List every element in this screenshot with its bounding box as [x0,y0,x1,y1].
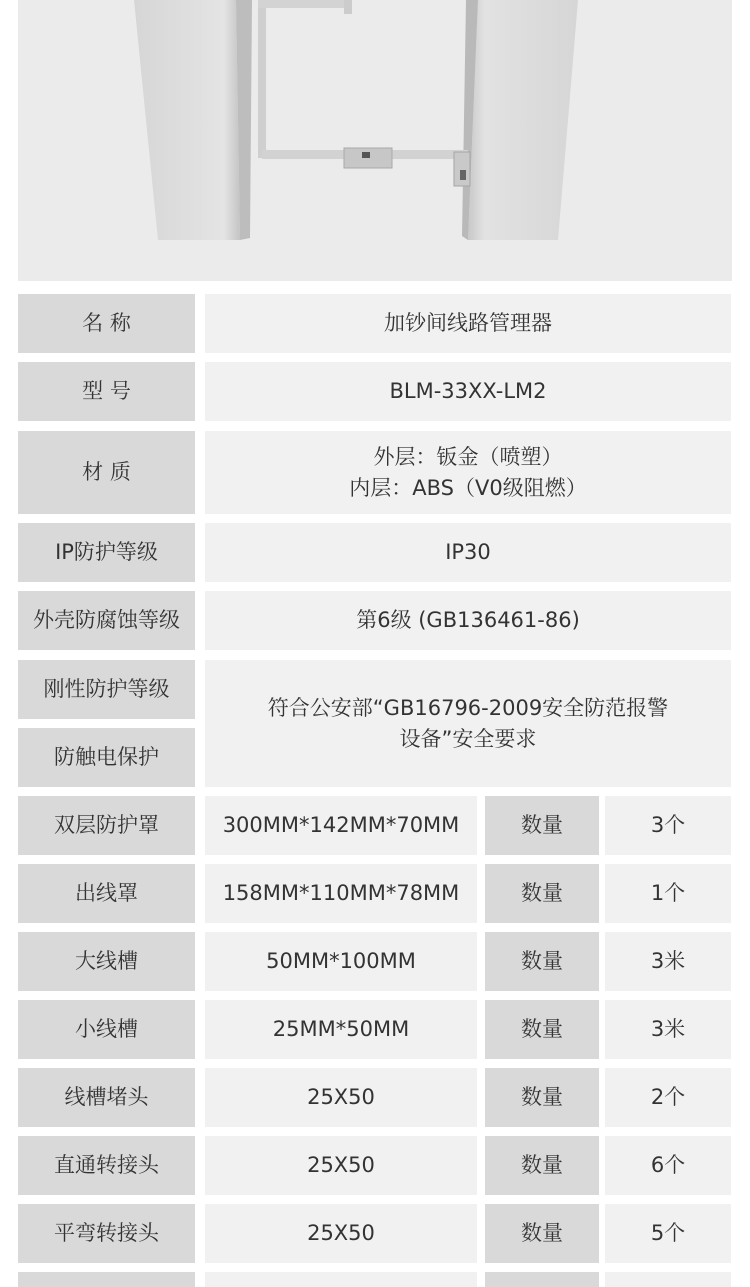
qty-value-cell [605,1272,731,1287]
part-size: 25MM*50MM [205,1000,477,1059]
qty-value: 3米 [605,932,731,991]
qty-value: 2个 [605,1068,731,1127]
material-label: 材 质 [18,431,195,514]
part-size: 50MM*100MM [205,932,477,991]
part-name: 平弯转接头 [18,1204,195,1263]
corrosion-value: 第6级 (GB136461-86) [205,591,731,650]
part-name: 双层防护罩 [18,796,195,855]
standard-value [205,660,731,787]
qty-value: 3米 [605,1000,731,1059]
material-outer-line: 外层：钣金（喷塑） [373,445,563,470]
model-label: 型 号 [18,362,195,421]
model-value: BLM-33XX-LM2 [205,362,731,421]
ip-label: IP防护等级 [18,523,195,582]
qty-label-cell [485,1272,599,1287]
qty-label: 数量 [485,932,599,991]
part-name: 大线槽 [18,932,195,991]
part-size: 300MM*142MM*70MM [205,796,477,855]
material-value [205,431,731,514]
qty-label: 数量 [485,1136,599,1195]
part-name: 线槽堵头 [18,1068,195,1127]
ip-value: IP30 [205,523,731,582]
standard-line-2: 设备”安全要求 [399,726,537,751]
part-size-cell [205,1272,477,1287]
shock-protection-label: 防触电保护 [18,728,195,787]
qty-value: 5个 [605,1204,731,1263]
qty-label: 数量 [485,864,599,923]
part-size: 158MM*110MM*78MM [205,864,477,923]
product-photo [18,0,732,281]
qty-value: 3个 [605,796,731,855]
part-size: 25X50 [205,1068,477,1127]
standard-line-1: 符合公安部“GB16796-2009安全防范报警 [267,696,669,721]
qty-label: 数量 [485,796,599,855]
qty-value: 6个 [605,1136,731,1195]
qty-value: 1个 [605,864,731,923]
part-name: 直通转接头 [18,1136,195,1195]
part-name: 出线罩 [18,864,195,923]
part-name: 小线槽 [18,1000,195,1059]
name-label: 名 称 [18,294,195,353]
rigidity-label: 刚性防护等级 [18,660,195,719]
name-value: 加钞间线路管理器 [205,294,731,353]
qty-label: 数量 [485,1204,599,1263]
product-illustration [18,0,732,281]
qty-label: 数量 [485,1068,599,1127]
part-size: 25X50 [205,1136,477,1195]
part-size: 25X50 [205,1204,477,1263]
corrosion-label: 外壳防腐蚀等级 [18,591,195,650]
part-name-cell [18,1272,195,1287]
qty-label: 数量 [485,1000,599,1059]
material-inner-line: 内层：ABS（V0级阻燃） [349,475,587,500]
